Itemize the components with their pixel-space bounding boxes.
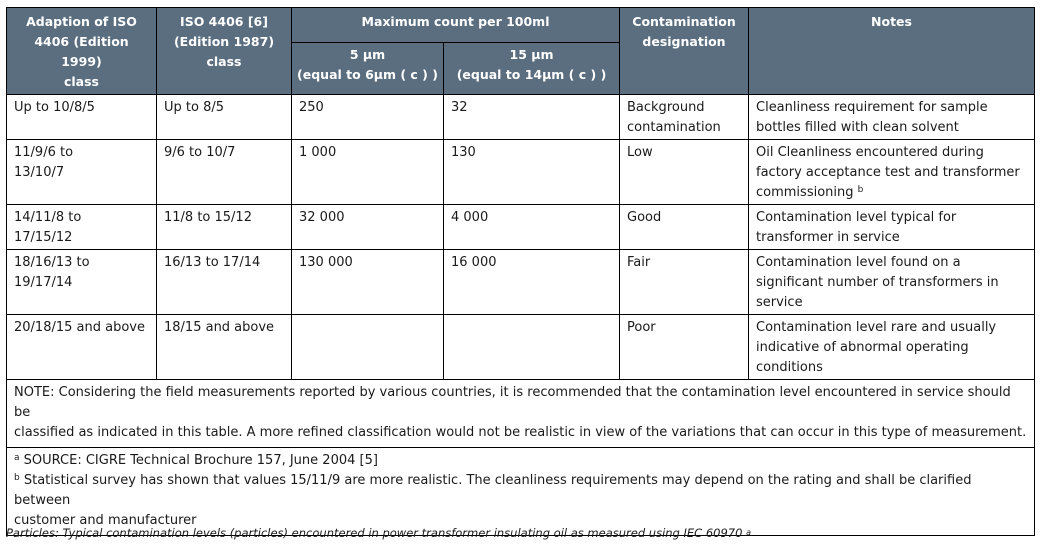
table-row — [7, 250, 1035, 315]
header-row — [7, 8, 1035, 43]
note-row — [7, 380, 1035, 448]
cell-iso-1987: 16/13 to 17/14 — [157, 250, 292, 315]
cell-notes: Cleanliness requirement for sample bottles filled with clean solvent — [749, 95, 1035, 140]
footnote-a: $^a$ SOURCE: CIGRE Technical Brochure 157, June 2004 [5] — [14, 453, 378, 468]
cell-iso-1987: Up to 8/5 — [157, 95, 292, 140]
footnote-row — [7, 448, 1035, 536]
table-container — [6, 7, 1034, 536]
table-row — [7, 315, 1035, 380]
cell-count-5um: 250 — [292, 95, 444, 140]
cell-iso-1999: 20/18/15 and above — [7, 315, 157, 380]
table-row — [7, 205, 1035, 250]
header-contamination-designation: Contamination designation — [620, 8, 749, 95]
cell-count-5um: 1 000 — [292, 140, 444, 205]
cell-iso-1999: 18/16/13 to 19/17/14 — [7, 250, 157, 315]
header-max-count: Maximum count per 100ml — [292, 8, 620, 43]
cell-count-15um — [444, 315, 620, 380]
note-cell: NOTE: Considering the field measurements reported by various countries, it is recommended that the contamination level encountered in service should be classified as indicated in this table. A more refined classification would not be realistic in view of the variations that can occur in this type of measurement. — [7, 380, 1035, 448]
cell-notes: Contamination level found on a significant number of transformers in service — [749, 250, 1035, 315]
cell-designation: Good — [620, 205, 749, 250]
cell-iso-1987: 9/6 to 10/7 — [157, 140, 292, 205]
cell-count-15um: 16 000 — [444, 250, 620, 315]
cell-designation: Fair — [620, 250, 749, 315]
cell-notes: Contamination level rare and usually indicative of abnormal operating conditions — [749, 315, 1035, 380]
header-iso-1999: Adaption of ISO 4406 (Edition 1999) class — [7, 8, 157, 95]
footnote-marker: b — [857, 185, 864, 195]
cell-iso-1987: 18/15 and above — [157, 315, 292, 380]
cell-iso-1999: 11/9/6 to 13/10/7 — [7, 140, 157, 205]
table-row — [7, 95, 1035, 140]
cell-count-5um — [292, 315, 444, 380]
cell-iso-1987: 11/8 to 15/12 — [157, 205, 292, 250]
footnote-b: $^b$ Statistical survey has shown that values 15/11/9 are more realistic. The cleanliness requirements may depend on the rating and shall be clarified between — [14, 473, 972, 508]
cell-notes: Oil Cleanliness encountered during factory acceptance test and transformer commissioning $^b$ — [749, 140, 1035, 205]
cell-notes: Contamination level typical for transformer in service — [749, 205, 1035, 250]
cell-count-15um: 4 000 — [444, 205, 620, 250]
cell-count-15um: 130 — [444, 140, 620, 205]
table-caption: Particles: Typical contamination levels (particles) encountered in power transformer insulating oil as measured using IEC 60970 $^a$ — [6, 526, 751, 540]
header-15um: 15 µm (equal to 14µm ( c ) ) — [444, 43, 620, 95]
header-5um: 5 µm (equal to 6µm ( c ) ) — [292, 43, 444, 95]
table-row — [7, 140, 1035, 205]
header-notes: Notes — [749, 8, 1035, 95]
contamination-table — [6, 7, 1035, 536]
cell-count-5um: 130 000 — [292, 250, 444, 315]
header-iso-1987: ISO 4406 [6] (Edition 1987) class — [157, 8, 292, 95]
cell-designation: Poor — [620, 315, 749, 380]
cell-iso-1999: 14/11/8 to 17/15/12 — [7, 205, 157, 250]
cell-iso-1999: Up to 10/8/5 — [7, 95, 157, 140]
footnote-cell: $^a$ SOURCE: CIGRE Technical Brochure 157, June 2004 [5] $^b$ Statistical survey has shown that values 15/11/9 are more realistic. The cleanliness requirements may depend on the rating and shall be clarified between customer and manufacturer — [7, 448, 1035, 536]
cell-designation: Low — [620, 140, 749, 205]
cell-designation: Background contamination — [620, 95, 749, 140]
cell-count-5um: 32 000 — [292, 205, 444, 250]
cell-count-15um: 32 — [444, 95, 620, 140]
